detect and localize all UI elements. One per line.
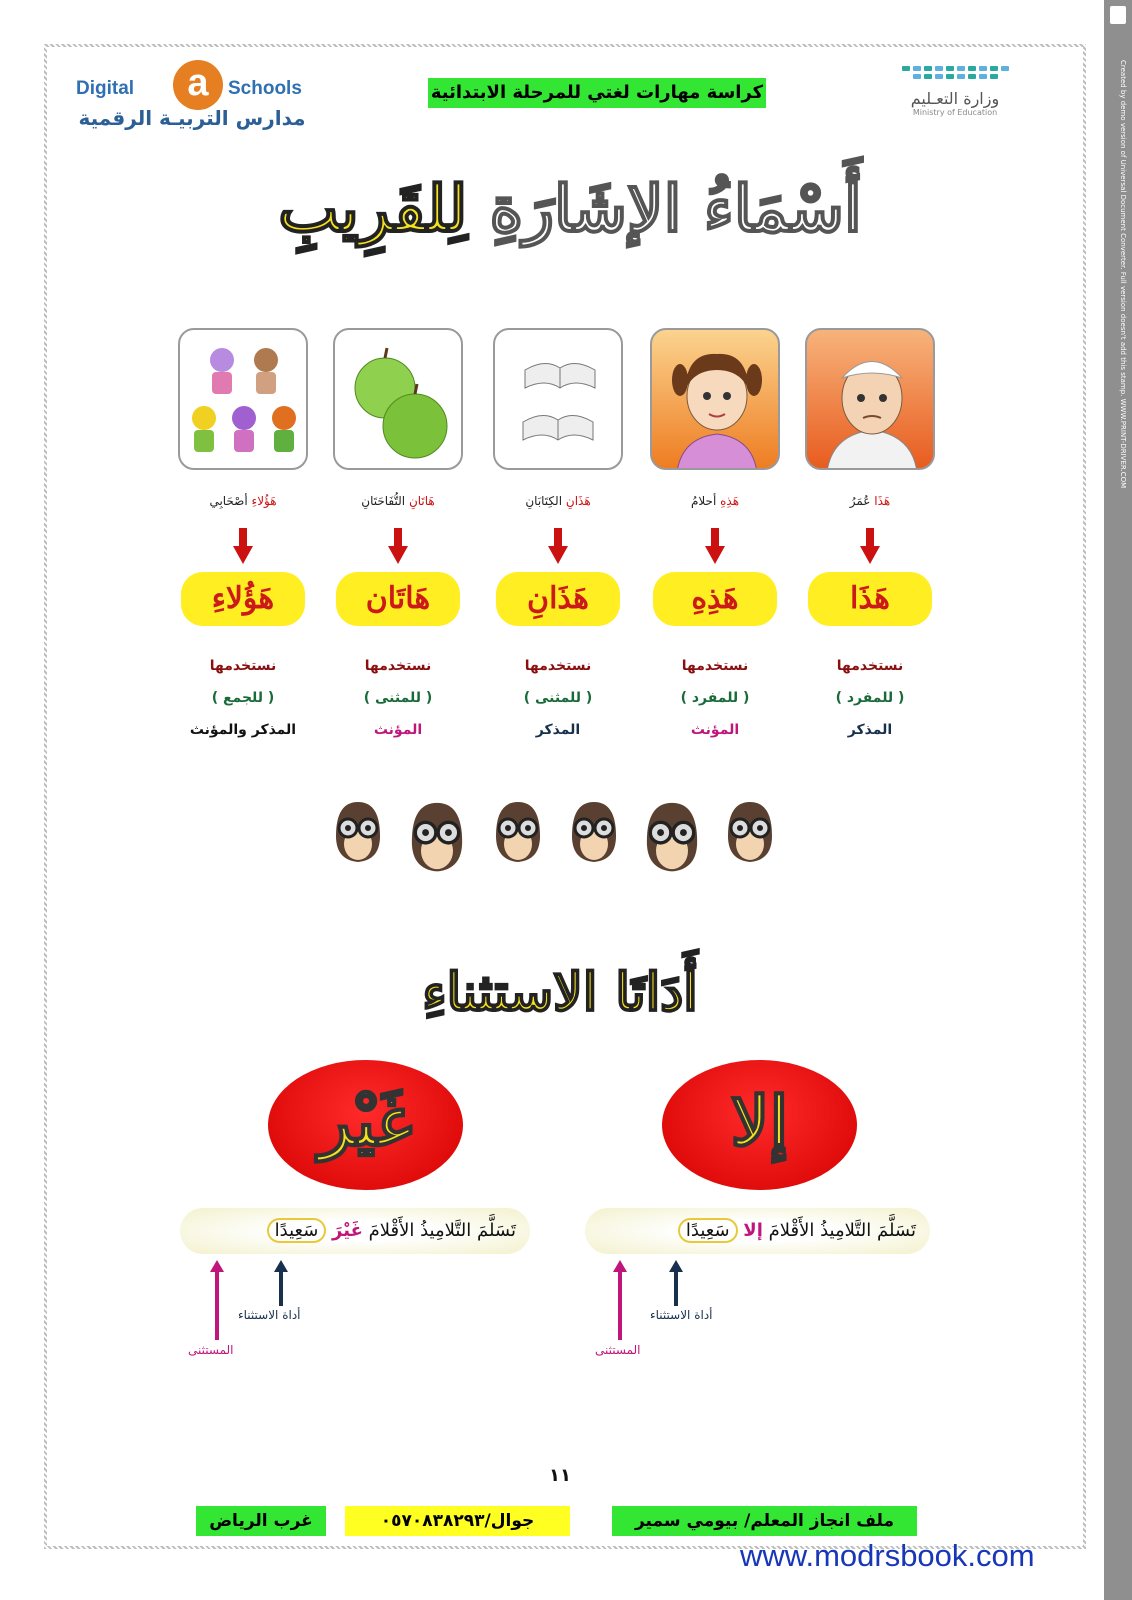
girl-icon: [652, 330, 780, 470]
page-number: ١١: [549, 1465, 571, 1486]
owl-mascot-icon: [490, 796, 546, 866]
demo-stamp-strip: [1104, 0, 1132, 1600]
website-link[interactable]: www.modrsbook.com: [740, 1538, 1035, 1573]
digital-schools-logo: [72, 56, 312, 136]
boy-card: [805, 328, 935, 470]
title-highlight: لِلقَرِيبِ: [278, 172, 468, 247]
tool-arrow-icon: [669, 1260, 683, 1306]
usage-item-4: نستخدمها ( للمثنى ) المؤنث: [363, 658, 433, 738]
owl-mascot-icon: [722, 796, 778, 866]
label-tool-left: أداة الاستثناء: [238, 1308, 301, 1322]
down-arrow-icon: [860, 528, 880, 564]
boy-icon: [807, 330, 935, 470]
footer-region: غرب الرياض: [196, 1506, 326, 1536]
example-sentence-illa: تَسَلَّمَ التَّلامِيذُ الأَقْلامَ إلا سَعِيدًا: [585, 1208, 930, 1254]
pill-item-1: هَذَا: [808, 572, 932, 626]
ministry-english-text: Ministry of Education: [912, 108, 998, 117]
example-sentence-ghayr: تَسَلَّمَ التَّلامِيذُ الأَقْلامَ غَيْرَ سَعِيدًا: [180, 1208, 530, 1254]
label-tool-right: أداة الاستثناء: [650, 1308, 713, 1322]
caption-item-1: هَذَا عُمَرُ: [849, 494, 891, 508]
demonstratives-title: [220, 172, 920, 282]
caption-item-3: هَذَانِ الكِتَابَانِ: [525, 494, 591, 508]
usage-item-2: نستخدمها ( للمفرد ) المؤنث: [680, 658, 750, 738]
ministry-logo: [880, 62, 1030, 132]
down-arrow-icon: [705, 528, 725, 564]
girl-card: [650, 328, 780, 470]
excepted-arrow-icon: [210, 1260, 224, 1340]
books-icon: [495, 330, 623, 470]
footer-phone: جوال/٠٥٧٠٨٣٨٢٩٣: [345, 1506, 570, 1536]
illa-ellipse: إلا: [662, 1060, 857, 1190]
exception-tools-title: أَدَاتَا الاستثناءِ: [422, 962, 698, 1023]
pill-item-2: هَذِهِ: [653, 572, 777, 626]
children-icon: [180, 330, 308, 470]
excepted-arrow-icon: [613, 1260, 627, 1340]
down-arrow-icon: [233, 528, 253, 564]
usage-item-3: نستخدمها ( للمثنى ) المذكر: [523, 658, 593, 738]
caption-item-5: هَؤُلاءِ أصْحَابِي: [209, 494, 277, 508]
logo-arabic-text: مدارس التربيـة الرقمية: [78, 106, 306, 130]
caption-item-2: هَذِهِ أحلامُ: [690, 494, 740, 508]
label-excepted-left: المستثنى: [188, 1343, 234, 1357]
logo-at-icon: a: [173, 60, 223, 110]
children-card: [178, 328, 308, 470]
pill-item-5: هَؤُلاءِ: [181, 572, 305, 626]
down-arrow-icon: [388, 528, 408, 564]
ministry-arabic-text: وزارة التعـليم: [910, 89, 1000, 108]
ghayr-ellipse: غَيْر: [268, 1060, 463, 1190]
pill-item-3: هَذَانِ: [496, 572, 620, 626]
tool-arrow-icon: [274, 1260, 288, 1306]
books-card: [493, 328, 623, 470]
footer-author: ملف انجاز المعلم/ بيومي سمير: [612, 1506, 917, 1536]
logo-schools-text: Schools: [228, 78, 302, 99]
down-arrow-icon: [548, 528, 568, 564]
label-excepted-right: المستثنى: [595, 1343, 641, 1357]
usage-item-5: نستخدمها ( للجمع ) المذكر والمؤنث: [189, 658, 297, 738]
caption-item-4: هَاتَانِ التُّفَاحَتَانِ: [361, 494, 435, 508]
apples-card: [333, 328, 463, 470]
owl-mascot-icon: [566, 796, 622, 866]
title-main: أَسْمَاءُ الإشَارَةِ: [467, 172, 862, 247]
stamp-text: Created by demo version of Universal Document Converter. Full version doesn't add this stamp. WWW.PRINT-DRIVER.COM: [1119, 60, 1127, 489]
apples-icon: [335, 330, 463, 470]
ministry-mark-icon: [880, 66, 1030, 71]
usage-item-1: نستخدمها ( للمفرد ) المذكر: [835, 658, 905, 738]
owl-mascot-icon: [405, 796, 469, 876]
pill-item-4: هَاتَان: [336, 572, 460, 626]
converter-logo-icon: [1110, 6, 1126, 24]
owl-mascot-icon: [640, 796, 704, 876]
booklet-title: كراسة مهارات لغتي للمرحلة الابتدائية: [428, 78, 766, 108]
owl-mascot-icon: [330, 796, 386, 866]
logo-digital-text: Digital: [76, 78, 135, 99]
